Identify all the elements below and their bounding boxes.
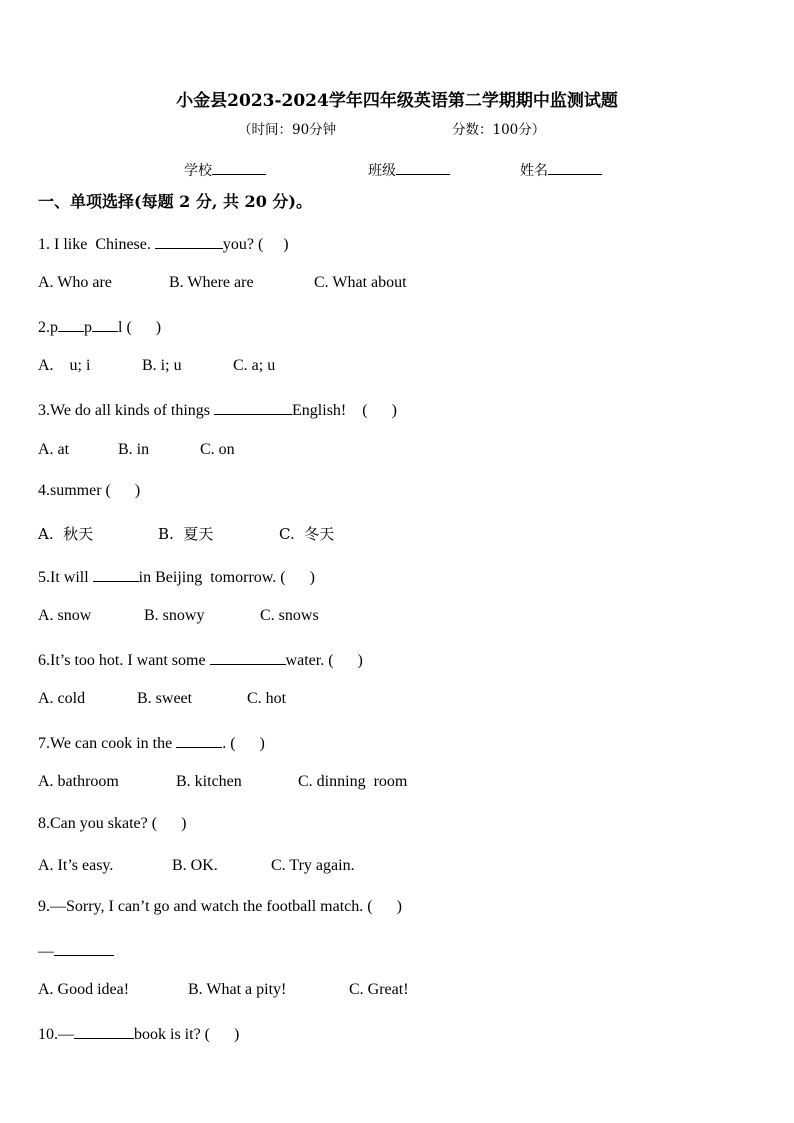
question-7 bbox=[38, 732, 265, 753]
question-stem: 5.It will bbox=[38, 569, 93, 586]
question-10 bbox=[38, 1023, 239, 1044]
option-a: A. u; i bbox=[38, 357, 91, 374]
option-b: B. 夏天 bbox=[158, 525, 214, 543]
option-a: A. at bbox=[38, 441, 70, 458]
option-b: B. snowy bbox=[144, 607, 205, 624]
exam-score: 分数：100分） bbox=[452, 122, 546, 138]
options-3 bbox=[38, 441, 235, 459]
option-b: B. OK. bbox=[172, 857, 218, 874]
answer-blank bbox=[210, 649, 286, 665]
question-stem: English! ( ) bbox=[292, 402, 397, 419]
question-stem: you? ( ) bbox=[222, 236, 289, 253]
option-a: A. 秋天 bbox=[38, 525, 94, 543]
question-3 bbox=[38, 399, 397, 420]
option-a: A. Who are bbox=[38, 274, 112, 291]
class-label: 班级 bbox=[368, 163, 396, 179]
question-stem: 3.We do all kinds of things bbox=[38, 402, 215, 419]
class-blank bbox=[396, 160, 450, 175]
name-field bbox=[520, 160, 602, 180]
options-5 bbox=[38, 607, 319, 625]
options-4 bbox=[38, 523, 334, 544]
question-stem: book is it? ( ) bbox=[134, 1026, 240, 1043]
question-stem: water. ( ) bbox=[285, 652, 363, 669]
question-stem: 2.p bbox=[38, 319, 58, 336]
option-b: B. What a pity! bbox=[188, 981, 287, 998]
reply-dash: — bbox=[38, 943, 54, 960]
answer-blank bbox=[58, 316, 84, 332]
question-stem: 6.It’s too hot. I want some bbox=[38, 652, 210, 669]
question-stem: 8.Can you skate? ( ) bbox=[38, 815, 187, 832]
question-1 bbox=[38, 233, 289, 254]
question-stem: l ( ) bbox=[118, 319, 162, 336]
class-field bbox=[368, 160, 450, 180]
reply-9 bbox=[38, 940, 114, 961]
school-blank bbox=[212, 160, 266, 175]
question-8 bbox=[38, 815, 186, 833]
option-a: A. Good idea! bbox=[38, 981, 130, 998]
question-6 bbox=[38, 649, 363, 670]
question-stem: in Beijing tomorrow. ( ) bbox=[138, 569, 315, 586]
options-2 bbox=[38, 357, 275, 375]
option-c: C. What about bbox=[314, 274, 407, 291]
answer-blank bbox=[214, 399, 292, 415]
option-c: C. hot bbox=[247, 690, 287, 707]
school-field bbox=[184, 160, 266, 180]
question-stem: 9.—Sorry, I can’t go and watch the football match. ( ) bbox=[38, 898, 402, 915]
option-b: B. in bbox=[118, 441, 150, 458]
option-b: B. i; u bbox=[142, 357, 182, 374]
options-8 bbox=[38, 857, 355, 875]
answer-blank bbox=[54, 940, 114, 956]
option-a: A. snow bbox=[38, 607, 92, 624]
option-c: C. on bbox=[200, 441, 235, 458]
answer-blank bbox=[176, 732, 222, 748]
question-9 bbox=[38, 898, 402, 916]
options-7 bbox=[38, 773, 407, 791]
name-blank bbox=[548, 160, 602, 175]
options-6 bbox=[38, 690, 286, 708]
name-label: 姓名 bbox=[520, 163, 548, 179]
option-b: B. Where are bbox=[169, 274, 254, 291]
question-2 bbox=[38, 316, 161, 337]
section-heading: 一、单项选择(每题 2 分, 共 20 分)。 bbox=[38, 192, 312, 211]
option-c: C. a; u bbox=[233, 357, 276, 374]
school-label: 学校 bbox=[184, 163, 212, 179]
option-a: A. cold bbox=[38, 690, 86, 707]
question-stem: p bbox=[84, 319, 92, 336]
question-stem: 1. I like Chinese. bbox=[38, 236, 155, 253]
option-c: C. Try again. bbox=[271, 857, 355, 874]
option-a: A. bathroom bbox=[38, 773, 119, 790]
option-c: C. 冬天 bbox=[279, 525, 335, 543]
answer-blank bbox=[93, 566, 139, 582]
option-b: B. sweet bbox=[137, 690, 193, 707]
question-stem: . ( ) bbox=[222, 735, 265, 752]
option-c: C. dinning room bbox=[298, 773, 408, 790]
exam-time: （时间：90分钟 bbox=[238, 122, 337, 138]
question-4 bbox=[38, 482, 140, 500]
answer-blank bbox=[92, 316, 118, 332]
page-title: 小金县2023-2024学年四年级英语第二学期期中监测试题 bbox=[176, 91, 618, 111]
options-9 bbox=[38, 981, 409, 999]
question-stem: 10.— bbox=[38, 1026, 74, 1043]
option-a: A. It’s easy. bbox=[38, 857, 114, 874]
option-c: C. Great! bbox=[349, 981, 409, 998]
option-b: B. kitchen bbox=[176, 773, 242, 790]
answer-blank bbox=[155, 233, 223, 249]
question-stem: 7.We can cook in the bbox=[38, 735, 177, 752]
option-c: C. snows bbox=[260, 607, 319, 624]
question-stem: 4.summer ( ) bbox=[38, 482, 141, 499]
answer-blank bbox=[74, 1023, 134, 1039]
question-5 bbox=[38, 566, 315, 587]
options-1 bbox=[38, 274, 407, 292]
